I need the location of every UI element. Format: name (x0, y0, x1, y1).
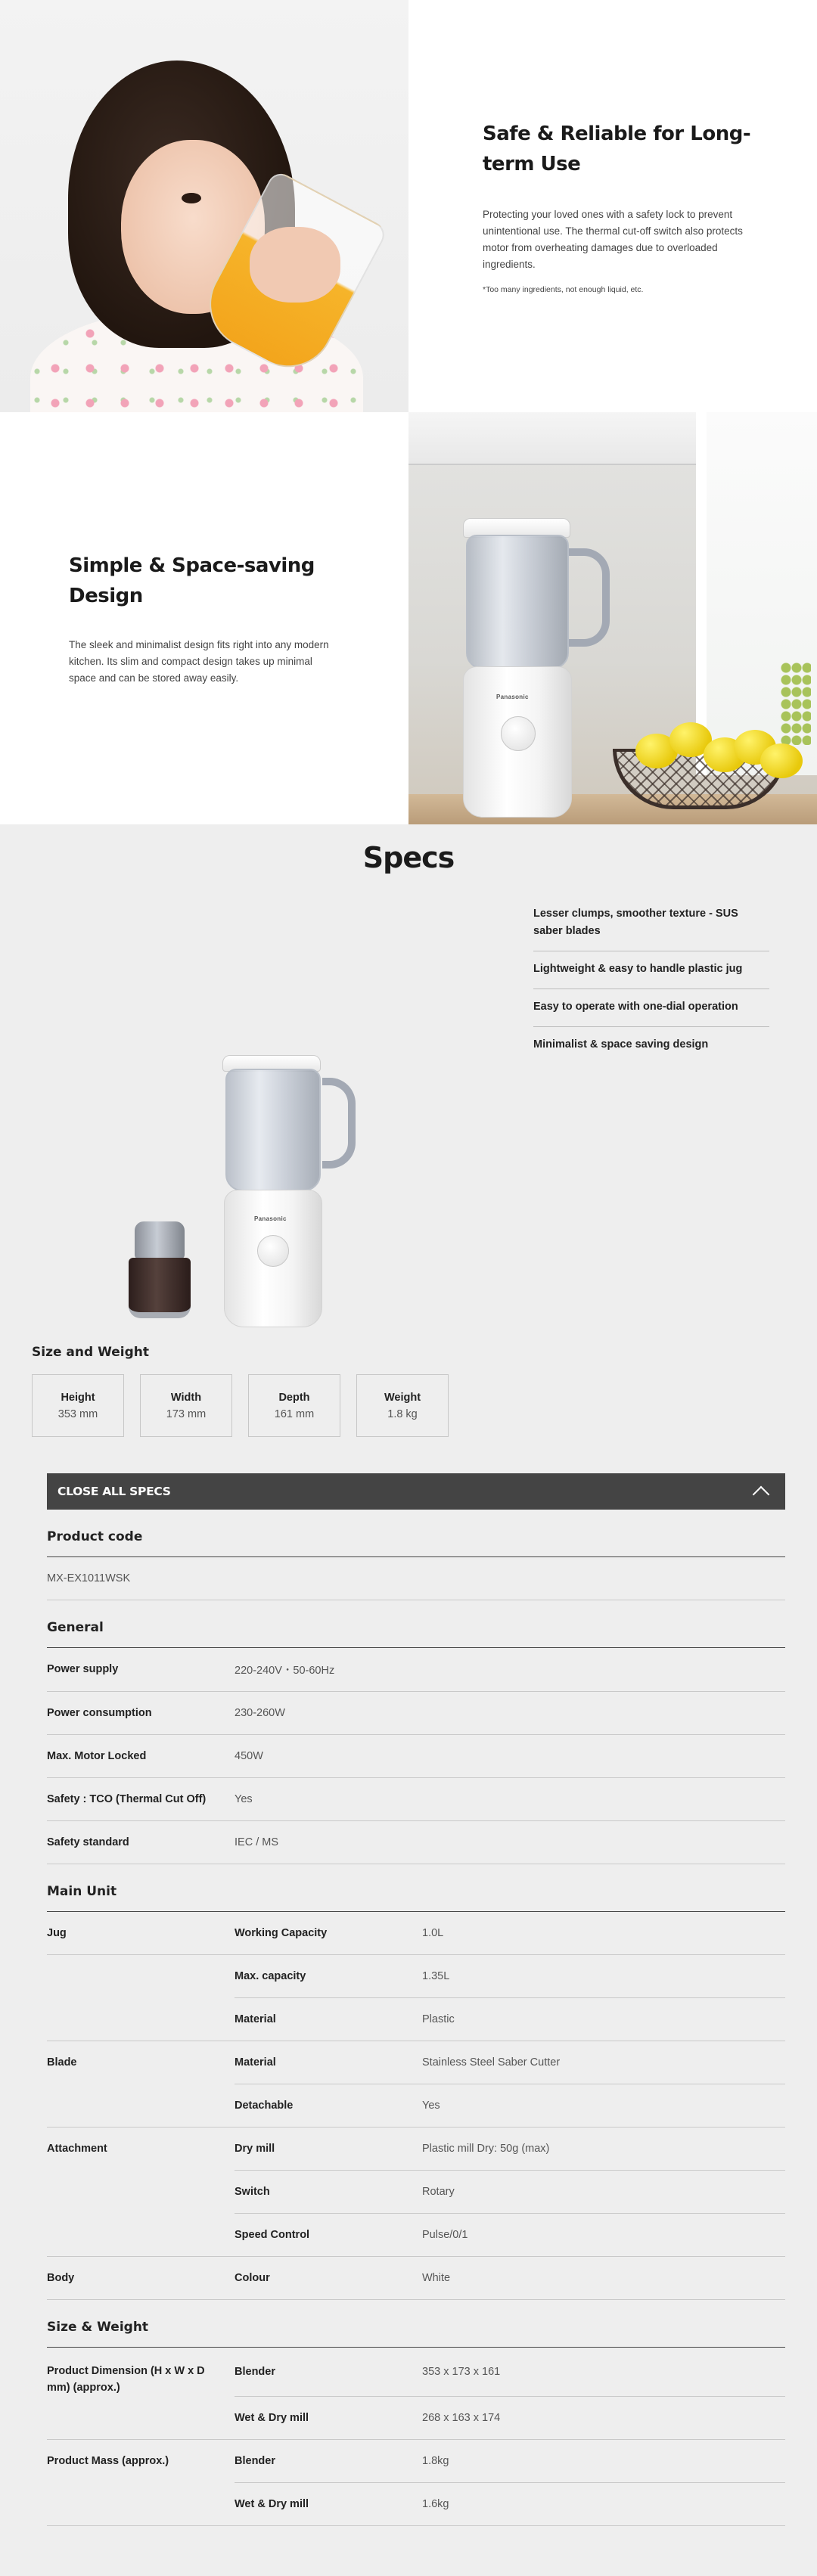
spec-group (47, 1998, 235, 2041)
spec-value: Pulse/0/1 (422, 2214, 785, 2257)
table-row (47, 2257, 785, 2300)
spec-value: 1.0L (422, 1912, 785, 1955)
feature-design-section (0, 412, 817, 824)
highlights-list (533, 896, 769, 1064)
spec-value: Yes (422, 2084, 785, 2128)
feature-safe-text-panel (408, 0, 817, 412)
product-blender-dial-shape (257, 1235, 289, 1267)
table-row (47, 1912, 785, 1955)
size-box-weight (356, 1374, 449, 1437)
lemon-shape (760, 743, 803, 778)
spec-group: Blade (47, 2056, 77, 2069)
spec-group (47, 2084, 235, 2128)
kitchen-blender-image (408, 412, 817, 824)
spec-group: Jug (47, 1912, 235, 1955)
table-row (47, 2171, 785, 2214)
table-row (47, 2396, 785, 2439)
spec-group (47, 2171, 235, 2214)
product-blender-handle-shape (322, 1078, 356, 1169)
size-box-width (140, 1374, 232, 1437)
table-row (47, 1998, 785, 2041)
spec-label: Detachable (235, 2084, 422, 2128)
product-blender-jar-shape (225, 1069, 321, 1191)
size-box-value: 161 mm (274, 1408, 315, 1420)
plant-shape (781, 662, 811, 745)
spec-value: 230-260W (235, 1691, 785, 1734)
spec-group (47, 1955, 235, 1998)
spec-value: 1.8kg (422, 2439, 785, 2482)
spec-group (47, 2214, 235, 2257)
spec-group (47, 2482, 235, 2525)
table-row (47, 2041, 785, 2084)
spec-label: Switch (235, 2171, 422, 2214)
size-box-value: 1.8 kg (387, 1408, 418, 1420)
specs-title: Specs (362, 841, 455, 874)
highlight-item: Easy to operate with one-dial operation (533, 989, 769, 1027)
spec-group: Product Mass (approx.) (47, 2454, 169, 2467)
close-all-specs-label: CLOSE ALL SPECS (57, 1485, 171, 1498)
size-weight-table (47, 2348, 785, 2526)
spec-value: Plastic (422, 1998, 785, 2041)
spec-label: Material (235, 2041, 422, 2084)
size-box-value: 173 mm (166, 1408, 207, 1420)
table-row (47, 2348, 785, 2396)
table-row (47, 1691, 785, 1734)
spec-value: Rotary (422, 2171, 785, 2214)
spec-group (47, 2396, 235, 2439)
table-row (47, 2214, 785, 2257)
general-heading: General (47, 1600, 785, 1648)
spec-label: Power supply (47, 1648, 235, 1691)
feature-safe-title: Safe & Reliable for Long-term Use (483, 122, 751, 175)
spec-label: Blender (235, 2439, 422, 2482)
specs-hero (0, 896, 817, 1320)
girl-hand-shape (250, 227, 340, 303)
table-row (47, 1820, 785, 1864)
spec-group: Attachment (47, 2143, 107, 2155)
feature-safe-note: *Too many ingredients, not enough liquid, etc. (483, 284, 644, 294)
spec-label: Dry mill (235, 2128, 422, 2171)
size-weight-table-heading: Size & Weight (47, 2300, 785, 2348)
feature-design-body: The sleek and minimalist design fits right into any modern kitchen. Its slim and compact design takes up minimal space and can be stored away easily. (69, 638, 329, 684)
spec-value: 353 x 173 x 161 (422, 2348, 785, 2396)
feature-design-title: Simple & Space-saving Design (69, 554, 315, 607)
size-box-value: 353 mm (57, 1408, 98, 1420)
spec-label: Material (235, 1998, 422, 2041)
chevron-up-icon (753, 1486, 770, 1504)
highlight-item: Minimalist & space saving design (533, 1038, 709, 1051)
spec-label: Power consumption (47, 1691, 235, 1734)
girl-eye-shape (182, 193, 201, 203)
main-unit-table (47, 1912, 785, 2301)
mill-bottom-shape (129, 1258, 191, 1318)
close-all-specs-button[interactable] (47, 1473, 785, 1510)
spec-value: 450W (235, 1734, 785, 1777)
spec-value: Stainless Steel Saber Cutter (422, 2041, 785, 2084)
blender-jar-shape (466, 535, 569, 669)
table-row (47, 2482, 785, 2525)
spec-label: Speed Control (235, 2214, 422, 2257)
spec-label: Blender (235, 2348, 422, 2396)
table-row (47, 1777, 785, 1820)
feature-safe-section (0, 0, 817, 412)
spec-value: 220-240V・50-60Hz (235, 1648, 785, 1691)
spec-value: Plastic mill Dry: 50g (max) (422, 2128, 785, 2171)
feature-design-text-panel (0, 412, 408, 824)
specs-section (0, 824, 817, 2576)
highlight-item: Lightweight & easy to handle plastic jug (533, 951, 769, 989)
feature-safe-body: Protecting your loved ones with a safety lock to prevent unintentional use. The thermal cut-off switch also protects motor from overheating damages due to overloaded ingredients. (483, 208, 743, 270)
table-row (47, 1734, 785, 1777)
blender-dial-shape (501, 716, 536, 751)
size-box-label: Width (170, 1392, 202, 1404)
blender-handle-shape (567, 548, 610, 647)
spec-label: Safety : TCO (Thermal Cut Off) (47, 1777, 235, 1820)
spec-label: Colour (235, 2257, 422, 2300)
spec-value: White (422, 2257, 785, 2300)
table-row (47, 2084, 785, 2128)
spec-label: Max. Motor Locked (47, 1734, 235, 1777)
spec-group: Body (47, 2257, 235, 2300)
spec-label: Safety standard (47, 1820, 235, 1864)
product-code-heading: Product code (47, 1510, 785, 1557)
blender-brand-label: Panasonic (496, 694, 529, 700)
size-box-label: Depth (278, 1392, 310, 1404)
spec-label: Wet & Dry mill (235, 2396, 422, 2439)
size-weight-boxes (32, 1374, 449, 1437)
size-box-label: Weight (384, 1392, 421, 1404)
size-box-depth (248, 1374, 340, 1437)
spec-group: Product Dimension (H x W x D mm) (approx.) (47, 2365, 205, 2394)
spec-value: 1.35L (422, 1955, 785, 1998)
spec-value: 268 x 163 x 174 (422, 2396, 785, 2439)
table-row (47, 2128, 785, 2171)
size-weight-heading: Size and Weight (32, 1345, 149, 1360)
spec-value: 1.6kg (422, 2482, 785, 2525)
table-row (47, 1648, 785, 1691)
mill-top-shape (135, 1221, 185, 1259)
general-table (47, 1648, 785, 1864)
highlight-item: Lesser clumps, smoother texture - SUS saber blades (533, 896, 769, 951)
girl-drinking-juice-image (0, 0, 408, 412)
main-unit-heading: Main Unit (47, 1864, 785, 1912)
spec-label: Wet & Dry mill (235, 2482, 422, 2525)
specs-details (47, 1473, 785, 2526)
table-row (47, 2439, 785, 2482)
spec-label: Max. capacity (235, 1955, 422, 1998)
table-row (47, 1955, 785, 1998)
spec-value: Yes (235, 1777, 785, 1820)
spec-label: Working Capacity (235, 1912, 422, 1955)
size-box-height (32, 1374, 124, 1437)
size-box-label: Height (61, 1392, 95, 1404)
product-code-value: MX-EX1011WSK (47, 1557, 785, 1600)
product-blender-brand-label: Panasonic (254, 1215, 287, 1222)
spec-value: IEC / MS (235, 1820, 785, 1864)
